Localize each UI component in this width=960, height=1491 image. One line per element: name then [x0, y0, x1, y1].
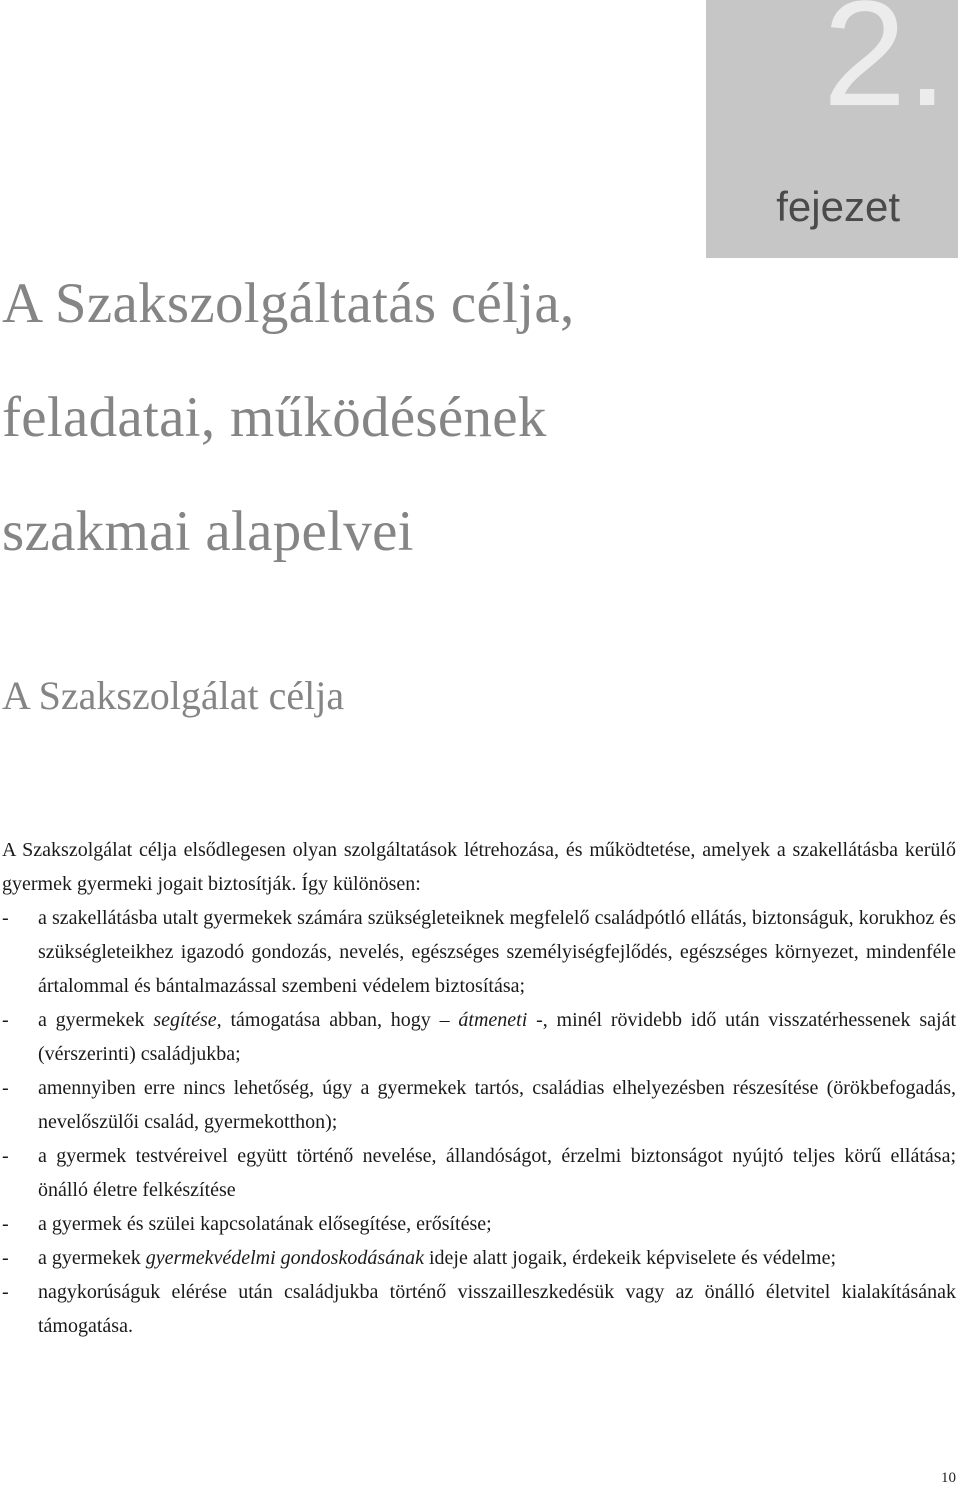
- item-text: -, minél rövidebb idő után visszatérhessenek saját (vérszerinti) családjukba;: [38, 1009, 957, 1065]
- list-dash: -: [2, 1077, 9, 1099]
- italic-text: gyermekvédelmi gondoskodásának: [145, 1247, 424, 1269]
- list-dash: -: [2, 1145, 9, 1167]
- item-text: támogatása abban, hogy –: [221, 1009, 459, 1031]
- item-text: amennyiben erre nincs lehetőség, úgy a gyermekek tartós, családias elhelyezésben részesítése (örökbefogadás, nevelőszülői család, gyermekotthon);: [38, 1077, 956, 1133]
- list-item: [2, 1003, 956, 1071]
- italic-text: átmeneti: [458, 1009, 528, 1031]
- list-dash: -: [2, 1213, 9, 1235]
- list-item: [2, 1241, 956, 1275]
- list-dash: -: [2, 1247, 9, 1269]
- item-text: a gyermek testvéreivel együtt történő nevelése, állandóságot, érzelmi biztonságot nyújtó teljes körű ellátása; önálló életre felkészítése: [38, 1145, 956, 1201]
- chapter-box: [706, 0, 958, 258]
- item-text: a gyermekek: [38, 1247, 146, 1269]
- section-heading: A Szakszolgálat célja: [2, 673, 345, 718]
- title-line: feladatai, működésének: [2, 386, 547, 449]
- goals-list: [2, 901, 956, 1343]
- title-line: szakmai alapelvei: [2, 500, 414, 563]
- chapter-title: [2, 247, 575, 589]
- list-dash: -: [2, 907, 9, 929]
- list-dash: -: [2, 1009, 9, 1031]
- page-number: 10: [941, 1470, 956, 1486]
- list-item: [2, 901, 956, 1003]
- italic-text: segítése,: [153, 1009, 222, 1031]
- list-item: [2, 1139, 956, 1207]
- item-text: ideje alatt jogaik, érdekeik képviselete és védelme;: [423, 1247, 837, 1269]
- list-item: [2, 1275, 956, 1343]
- item-text: nagykorúságuk elérése után családjukba történő visszailleszkedésük vagy az önálló életvitel kialakításának támogatása.: [38, 1281, 956, 1337]
- body-text: [2, 833, 956, 1343]
- list-item: [2, 1071, 956, 1139]
- item-text: a gyermekek: [38, 1009, 154, 1031]
- list-item: [2, 1207, 956, 1241]
- item-text: a szakellátásba utalt gyermekek számára szükségleteiknek megfelelő családpótló ellátás, biztonságuk, korukhoz és szükségleteikhez igazodó gondozás, nevelés, egészséges személyiségfejlődés, egészséges környezet, mindenféle ártalommal és bántalmazással szembeni védelem biztosítása;: [38, 907, 956, 997]
- chapter-label: fejezet: [776, 183, 900, 230]
- intro-paragraph: A Szakszolgálat célja elsődlegesen olyan szolgáltatások létrehozása, és működtetése, amelyek a szakellátásba kerülő gyermek gyermeki jogait biztosítják. Így különösen:: [2, 839, 956, 895]
- list-dash: -: [2, 1281, 9, 1303]
- chapter-number: 2.: [822, 0, 948, 137]
- item-text: a gyermek és szülei kapcsolatának elősegítése, erősítése;: [38, 1213, 492, 1235]
- title-line: A Szakszolgáltatás célja,: [2, 272, 575, 335]
